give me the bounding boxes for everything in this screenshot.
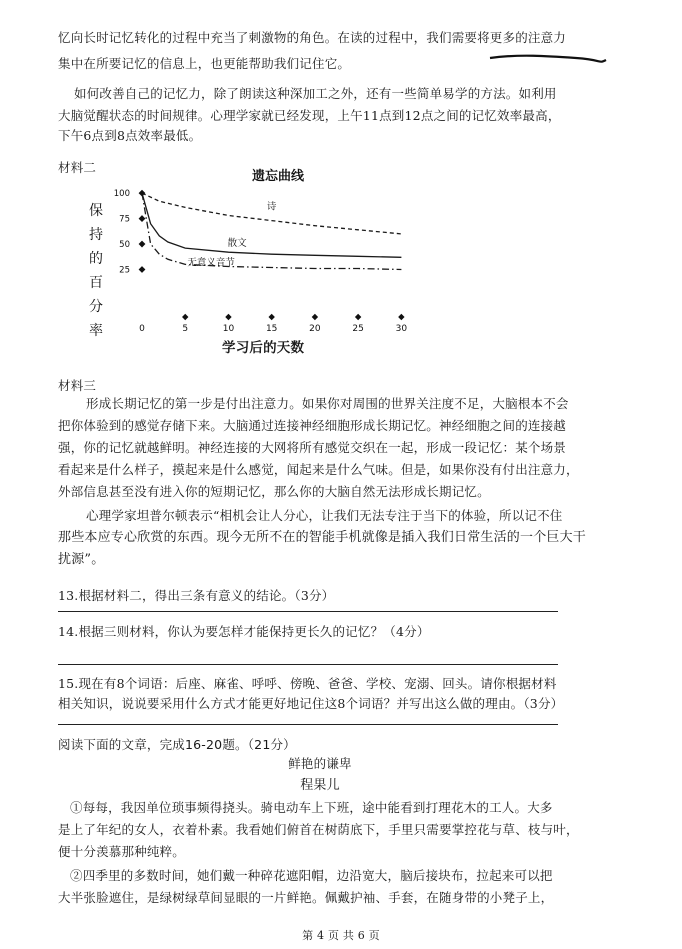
reading-line-2: 是上了年纪的女人，衣着朴素。我看她们俯首在树荫底下，手里只需要掌控花与草、枝与叶， — [58, 822, 579, 837]
page-footer: 第 4 页 共 6 页 — [302, 929, 380, 942]
question-13: 13.根据材料二，得出三条有意义的结论。（3分） — [58, 588, 335, 603]
material3-line-3: 强，你的记忆就越鲜明。神经连接的大网将所有感觉交织在一起，形成一段记忆：某个场景 — [58, 440, 567, 455]
series-label: 诗 — [266, 201, 277, 213]
reading-author: 程果儿 — [300, 778, 340, 793]
reading-line-3: 便十分羡慕那种纯粹。 — [58, 844, 186, 859]
answer-line-13[interactable] — [58, 611, 558, 612]
y-label-char: 持 — [89, 227, 103, 243]
material3-line-6: 心理学家坦普尔顿表示“相机会让人分心，让我们无法专注于当下的体验，所以记不住 — [86, 508, 563, 523]
x-axis-marker — [225, 314, 231, 320]
material1-line-5: 下午6点到8点效率最低。 — [58, 128, 202, 143]
y-axis-marker — [139, 215, 146, 222]
answer-line-14[interactable] — [58, 664, 558, 665]
x-tick-label: 0 — [139, 324, 145, 334]
y-axis-marker — [139, 241, 146, 248]
question-15-line-2: 相关知识，说说要采用什么方式才能更好地记住这8个词语？并写出这么做的理由。（3分） — [58, 696, 564, 711]
material1-line-4: 大脑觉醒状态的时间规律。心理学家就已经发现，上午11点到12点之间的记忆效率最高， — [58, 108, 561, 123]
reading-line-4: ②四季里的多数时间，她们戴一种碎花遮阳帽，边沿宽大，脑后接块布，拉起来可以把 — [70, 868, 553, 883]
x-tick-label: 20 — [309, 324, 321, 334]
answer-line-15[interactable] — [58, 724, 558, 725]
y-label-char: 百 — [89, 275, 103, 291]
reading-title: 鲜艳的谦卑 — [288, 756, 352, 771]
y-tick-label: 75 — [119, 214, 130, 225]
y-tick-labels — [114, 189, 130, 275]
material3-line-7: 那些本应专心欣赏的东西。现今无所不在的智能手机就像是插入我们日常生活的一个巨大干 — [58, 530, 587, 545]
x-axis-marker — [268, 314, 274, 320]
series-line-dashed — [142, 193, 401, 234]
x-tick-label: 5 — [182, 324, 189, 334]
y-axis-label — [89, 203, 103, 339]
material3-label: 材料三 — [58, 378, 97, 393]
y-axis-marker — [139, 190, 146, 197]
y-label-char: 的 — [89, 251, 103, 267]
material2-label: 材料二 — [58, 160, 97, 175]
x-tick-label: 30 — [395, 324, 408, 334]
material3-line-5: 外部信息甚至没有进入你的短期记忆，那么你的大脑自然无法形成长期记忆。 — [58, 484, 490, 499]
material1-line-3: 如何改善自己的记忆力，除了朗读这种深加工之外，还有一些简单易学的方法。如利用 — [74, 86, 557, 101]
y-axis-marker — [139, 266, 146, 273]
forgetting-curve-chart — [82, 160, 442, 360]
y-tick-label: 25 — [119, 265, 130, 276]
material1-line-2: 集中在所要记忆的信息上，也更能帮助我们记住它。 — [58, 56, 351, 71]
question-14: 14.根据三则材料，你认为要怎样才能保持更长久的记忆？（4分） — [58, 624, 430, 639]
y-tick-label: 100 — [113, 189, 130, 200]
x-axis-marker — [312, 314, 318, 320]
x-axis-marker — [398, 314, 404, 320]
question-15-line-1: 15.现在有8个词语：后座、麻雀、呼呼、傍晚、爸爸、学校、宠溺、回头。请你根据材料 — [58, 676, 557, 691]
reading-line-5: 大半张脸遮住，是绿树绿草间显眼的一片鲜艳。佩戴护袖、手套，在随身带的小凳子上， — [58, 890, 554, 905]
y-tick-label: 50 — [119, 240, 130, 251]
series-labels — [187, 200, 277, 268]
material3-line-2: 把你体验到的感觉存储下来。大脑通过连接神经细胞形成长期记忆。神经细胞之间的连接越 — [58, 418, 567, 433]
material1-line-1: 忆向长时记忆转化的过程中充当了刺激物的角色。在读的过程中，我们需要将更多的注意力 — [58, 30, 567, 45]
y-label-char: 率 — [89, 323, 103, 339]
x-tick-label: 15 — [265, 324, 278, 334]
x-axis-marker — [182, 314, 188, 320]
y-label-char: 保 — [89, 203, 103, 219]
chart-title: 遗忘曲线 — [251, 169, 305, 184]
handwritten-underline-mark — [488, 44, 608, 66]
x-tick-label: 25 — [352, 324, 364, 334]
material3-line-4: 看起来是什么样子，摸起来是什么感觉，闻起来是什么气味。但是，如果你没有付出注意力， — [58, 462, 579, 477]
material3-line-1: 形成长期记忆的第一步是付出注意力。如果你对周围的世界关注度不足，大脑根本不会 — [86, 396, 569, 411]
x-axis-marker — [355, 314, 361, 320]
reading-line-1: ①每每，我因单位琐事频得挠头。骑电动车上下班，途中能看到打理花木的工人。大多 — [70, 800, 553, 815]
material3-line-8: 扰源”。 — [58, 552, 105, 567]
chart-x-axis-label: 学习后的天数 — [222, 340, 305, 356]
reading-instruction: 阅读下面的文章，完成16-20题。（21分） — [58, 737, 296, 752]
y-label-char: 分 — [89, 299, 103, 315]
series-label: 无意义音节 — [187, 257, 235, 269]
x-tick-label: 10 — [222, 324, 235, 334]
x-tick-labels — [139, 324, 407, 334]
series-label: 散文 — [227, 238, 247, 250]
